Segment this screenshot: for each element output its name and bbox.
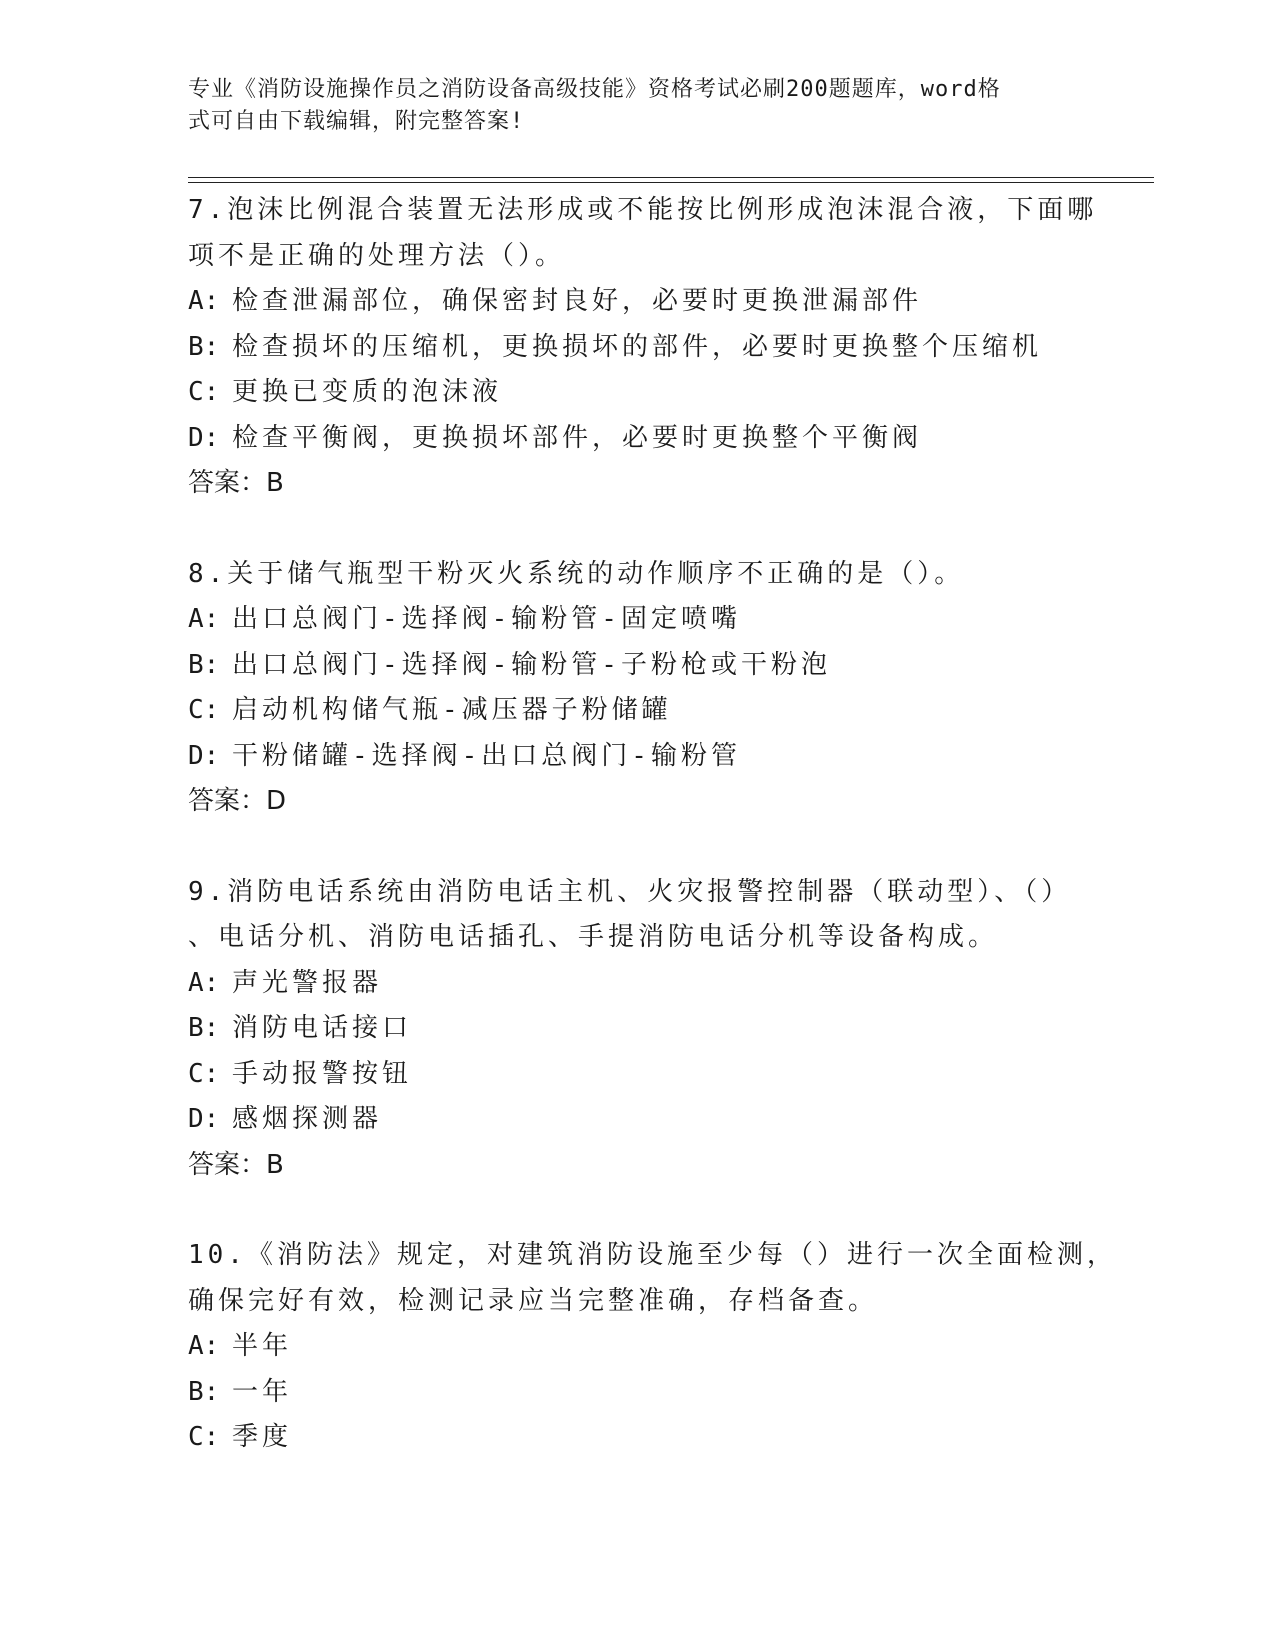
option-key: B:: [188, 331, 220, 362]
option-key: C:: [188, 377, 220, 407]
option-key: B:: [188, 1376, 220, 1407]
option-text: 手动报警按钮: [232, 1058, 413, 1089]
question-list: [188, 188, 1117, 1461]
question-spacer: [188, 825, 1088, 870]
question-7: [188, 188, 1098, 507]
question-spacer: [188, 1188, 1088, 1233]
option-key: A:: [188, 967, 220, 998]
question-8: [188, 552, 1088, 825]
option-text: 干粉储罐-选择阀-出口总阀门-输粉管: [232, 740, 741, 771]
option-text: 更换已变质的泡沫液: [232, 377, 503, 407]
question-stem-line: 8.关于储气瓶型干粉灭火系统的动作顺序不正确的是（）。: [188, 558, 965, 589]
answer-line: 答案：D: [188, 786, 287, 816]
option-text: 出口总阀门-选择阀-输粉管-子粉枪或干粉泡: [232, 649, 831, 680]
option-key: D:: [188, 740, 220, 771]
question-9: [188, 870, 1088, 1189]
option-b: [188, 325, 1088, 371]
header-divider-top: [188, 177, 1154, 178]
option-key: D:: [188, 422, 220, 453]
document-header: [188, 74, 1068, 138]
answer-line: 答案：B: [188, 468, 284, 498]
option-c: [188, 1052, 1088, 1098]
option-text: 消防电话接口: [232, 1013, 413, 1043]
option-a: [188, 279, 1088, 325]
option-text: 半年: [232, 1331, 293, 1361]
option-d: [188, 1097, 1088, 1143]
option-a: [188, 1324, 1088, 1370]
option-text: 检查平衡阀，更换损坏部件，必要时更换整个平衡阀: [232, 422, 923, 453]
answer-line: 答案：B: [188, 1149, 284, 1180]
option-b: [188, 1370, 1088, 1416]
option-text: 启动机构储气瓶-减压器子粉储罐: [232, 695, 672, 725]
option-text: 一年: [232, 1376, 293, 1407]
option-b: [188, 643, 1088, 689]
question-stem-line: 10.《消防法》规定，对建筑消防设施至少每（）进行一次全面检测，: [188, 1240, 1117, 1270]
option-key: B:: [188, 649, 220, 680]
header-line-2: 式可自由下载编辑，附完整答案!: [188, 109, 525, 134]
header-divider-bottom: [188, 182, 1154, 183]
question-spacer: [188, 507, 1088, 552]
question-stem-line: 确保完好有效，检测记录应当完整准确，存档备查。: [188, 1285, 879, 1316]
option-c: [188, 370, 1088, 416]
option-key: C:: [188, 1058, 220, 1089]
option-text: 季度: [232, 1422, 293, 1452]
option-text: 感烟探测器: [232, 1104, 383, 1134]
option-text: 出口总阀门-选择阀-输粉管-固定喷嘴: [232, 604, 741, 634]
question-stem-line: 、电话分机、消防电话插孔、手提消防电话分机等设备构成。: [188, 922, 999, 952]
header-line-1: 专业《消防设施操作员之消防设备高级技能》资格考试必刷200题题库，word格: [188, 77, 1001, 102]
option-key: A:: [188, 1331, 220, 1361]
option-key: C:: [188, 1422, 220, 1452]
option-a: [188, 961, 1088, 1007]
option-key: D:: [188, 1104, 220, 1134]
option-text: 检查泄漏部位，确保密封良好，必要时更换泄漏部件: [232, 286, 923, 316]
option-b: [188, 1006, 1088, 1052]
question-10: [188, 1233, 1117, 1461]
option-text: 检查损坏的压缩机，更换损坏的部件，必要时更换整个压缩机: [232, 331, 1043, 362]
option-d: [188, 416, 1088, 462]
option-a: [188, 597, 1088, 643]
option-d: [188, 734, 1088, 780]
option-key: A:: [188, 604, 220, 634]
option-c: [188, 1415, 1088, 1461]
question-stem-line: 项不是正确的处理方法（）。: [188, 240, 566, 271]
option-key: C:: [188, 695, 220, 725]
option-text: 声光警报器: [232, 967, 383, 998]
question-stem-line: 7.泡沫比例混合装置无法形成或不能按比例形成泡沫混合液，下面哪: [188, 195, 1098, 225]
option-key: B:: [188, 1013, 220, 1043]
option-c: [188, 688, 1088, 734]
question-stem-line: 9.消防电话系统由消防电话主机、火灾报警控制器（联动型）、（）: [188, 876, 1072, 907]
option-key: A:: [188, 286, 220, 316]
